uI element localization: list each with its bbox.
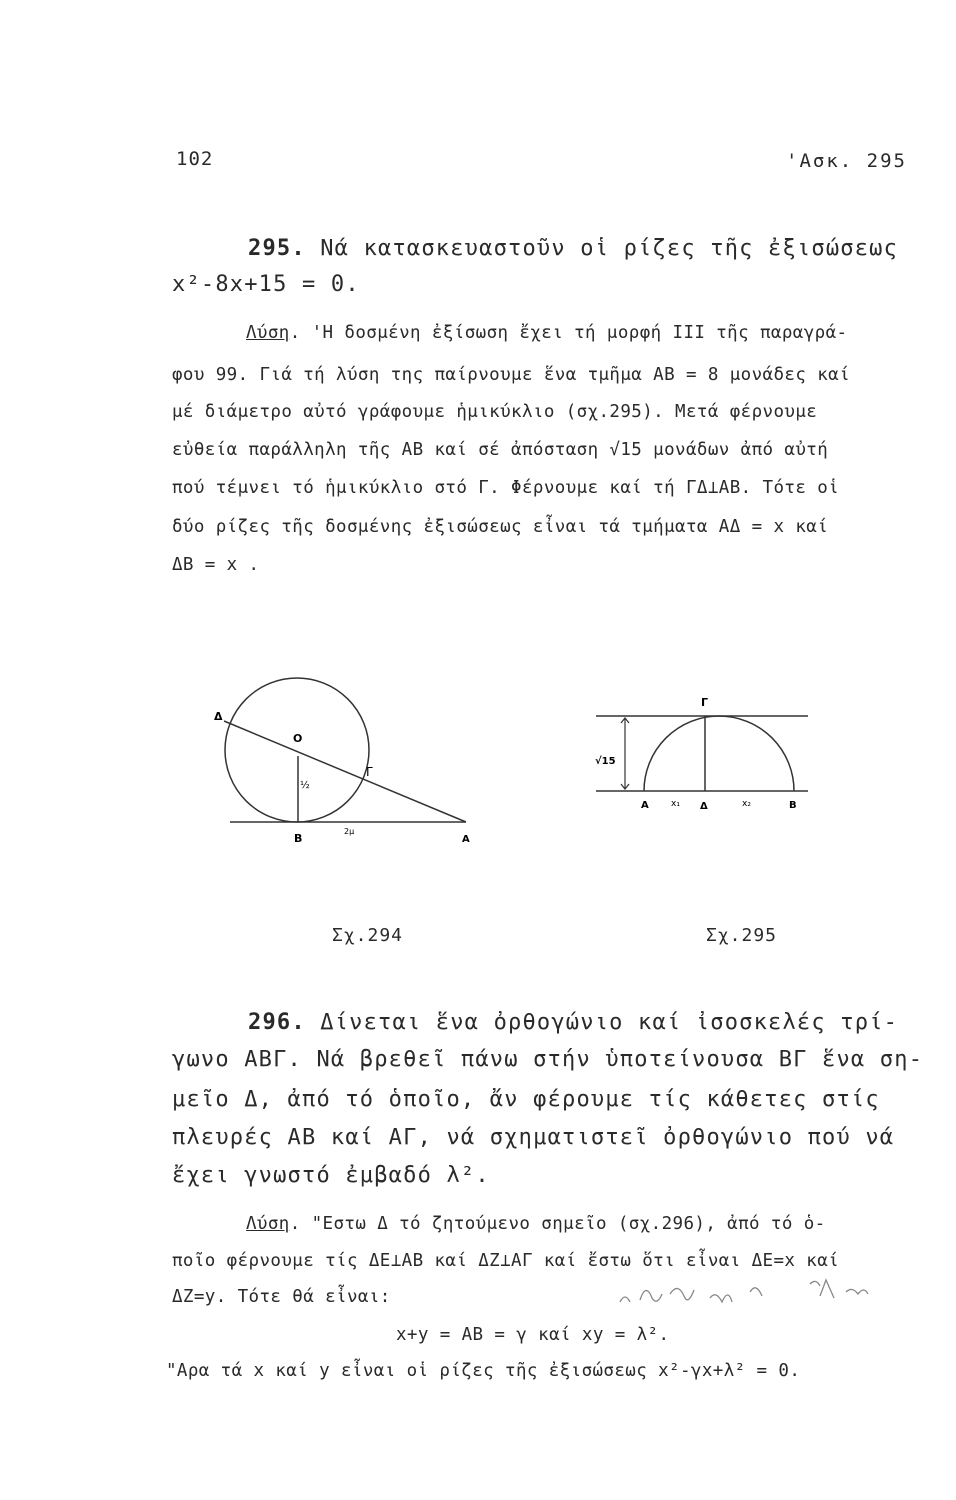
caption-294: Σχ.294: [332, 925, 404, 946]
label-a: Α: [641, 800, 649, 811]
semicircle: [644, 716, 794, 791]
running-head: 'Ασκ. 295: [786, 150, 907, 172]
solution-line-3: μέ διάμετρο αὐτό γράφουμε ἡμικύκλιο (σχ.295). Μετά φέρνουμε: [172, 402, 818, 422]
page-number: 102: [176, 148, 214, 170]
solution-296-equations: x+y = ΑΒ = γ καί xy = λ².: [396, 1325, 670, 1345]
exercise-text: Δίνεται ἕνα ὀρθογώνιο καί ἰσοσκελές τρί-: [320, 1010, 899, 1035]
label-b: Β: [789, 800, 797, 811]
circle: [225, 678, 369, 822]
solution-line-6: δύο ρίζες τῆς δοσμένης ἐξισώσεως εἶναι τά τμήματα ΑΔ = x καί: [172, 517, 829, 537]
figure-294: [210, 670, 490, 860]
label-gamma: Γ: [701, 696, 709, 709]
label-x1: x₁: [671, 799, 680, 809]
solution-label: Λύση: [246, 1214, 290, 1234]
label-delta: Δ: [700, 801, 708, 812]
label-gamma: Γ: [366, 765, 373, 779]
label-delta: Δ: [214, 710, 223, 723]
label-a: Α: [462, 834, 470, 845]
solution-line-5: πού τέμνει τό ἡμικύκλιο στό Γ. Φέρνουμε καί τή ΓΔ⊥ΑΒ. Τότε οἱ: [172, 478, 840, 498]
exercise-title: Νά κατασκευαστοῦν οἱ ρίζες τῆς ἐξισώσεως: [320, 236, 899, 261]
label-radius: ½: [300, 780, 310, 791]
label-sqrt15: √15: [595, 756, 616, 767]
label-b: Β: [294, 832, 303, 845]
exercise-equation: x²-8x+15 = 0.: [172, 272, 360, 297]
solution-296-line-3: ΔΖ=y. Τότε θά εἶναι:: [172, 1287, 391, 1307]
handwritten-note: [610, 1272, 890, 1317]
exercise-number: 295.: [248, 236, 306, 261]
exercise-296-line-2: γωνο ΑΒΓ. Νά βρεθεῖ πάνω στήν ὑποτείνουσα ΒΓ ἕνα ση-: [172, 1047, 924, 1072]
secant-line: [224, 721, 466, 822]
solution-296-line-1: [246, 1214, 826, 1234]
solution-296-conclusion: "Αρα τά x καί y εἶναι οἱ ρίζες τῆς ἐξισώσεως x²-γx+λ² = 0.: [166, 1361, 801, 1381]
solution-line-4: εὐθεία παράλληλη τῆς ΑΒ καί σέ ἀπόσταση √15 μονάδων ἀπό αὐτή: [172, 440, 829, 460]
exercise-296-line-4: πλευρές ΑΒ καί ΑΓ, νά σχηματιστεῖ ὀρθογώνιο πού νά: [172, 1125, 895, 1150]
solution-line-1: [246, 323, 847, 343]
solution-text: . 'Η δοσμένη ἐξίσωση ἔχει τή μορφή III τῆς παραγρά-: [289, 323, 848, 343]
solution-line-7: ΔΒ = x .: [172, 555, 260, 575]
label-o: Ο: [293, 732, 303, 745]
exercise-296-line-3: μεῖο Δ, ἀπό τό ὁποῖο, ἄν φέρουμε τίς κάθετες στίς: [172, 1087, 880, 1112]
solution-296-line-2: ποῖο φέρνουμε τίς ΔΕ⊥ΑΒ καί ΔΖ⊥ΑΓ καί ἔστω ὅτι εἶναι ΔΕ=x καί: [172, 1251, 840, 1271]
caption-295: Σχ.295: [706, 925, 778, 946]
exercise-296-line-5: ἔχει γνωστό ἐμβαδό λ².: [172, 1163, 490, 1188]
figure-295: [588, 690, 818, 820]
exercise-number: 296.: [248, 1010, 306, 1035]
solution-line-2: φου 99. Γιά τή λύση της παίρνουμε ἕνα τμῆμα ΑΒ = 8 μονάδες καί: [172, 365, 851, 385]
label-x2: x₂: [742, 799, 751, 809]
solution-text: . "Εστω Δ τό ζητούμενο σημεῖο (σχ.296), ἀπό τό ὁ-: [289, 1214, 826, 1234]
exercise-295-heading: [248, 236, 898, 261]
label-seg: 2μ: [344, 827, 355, 836]
exercise-296-line-1: [248, 1010, 898, 1035]
solution-label: Λύση: [246, 323, 290, 343]
